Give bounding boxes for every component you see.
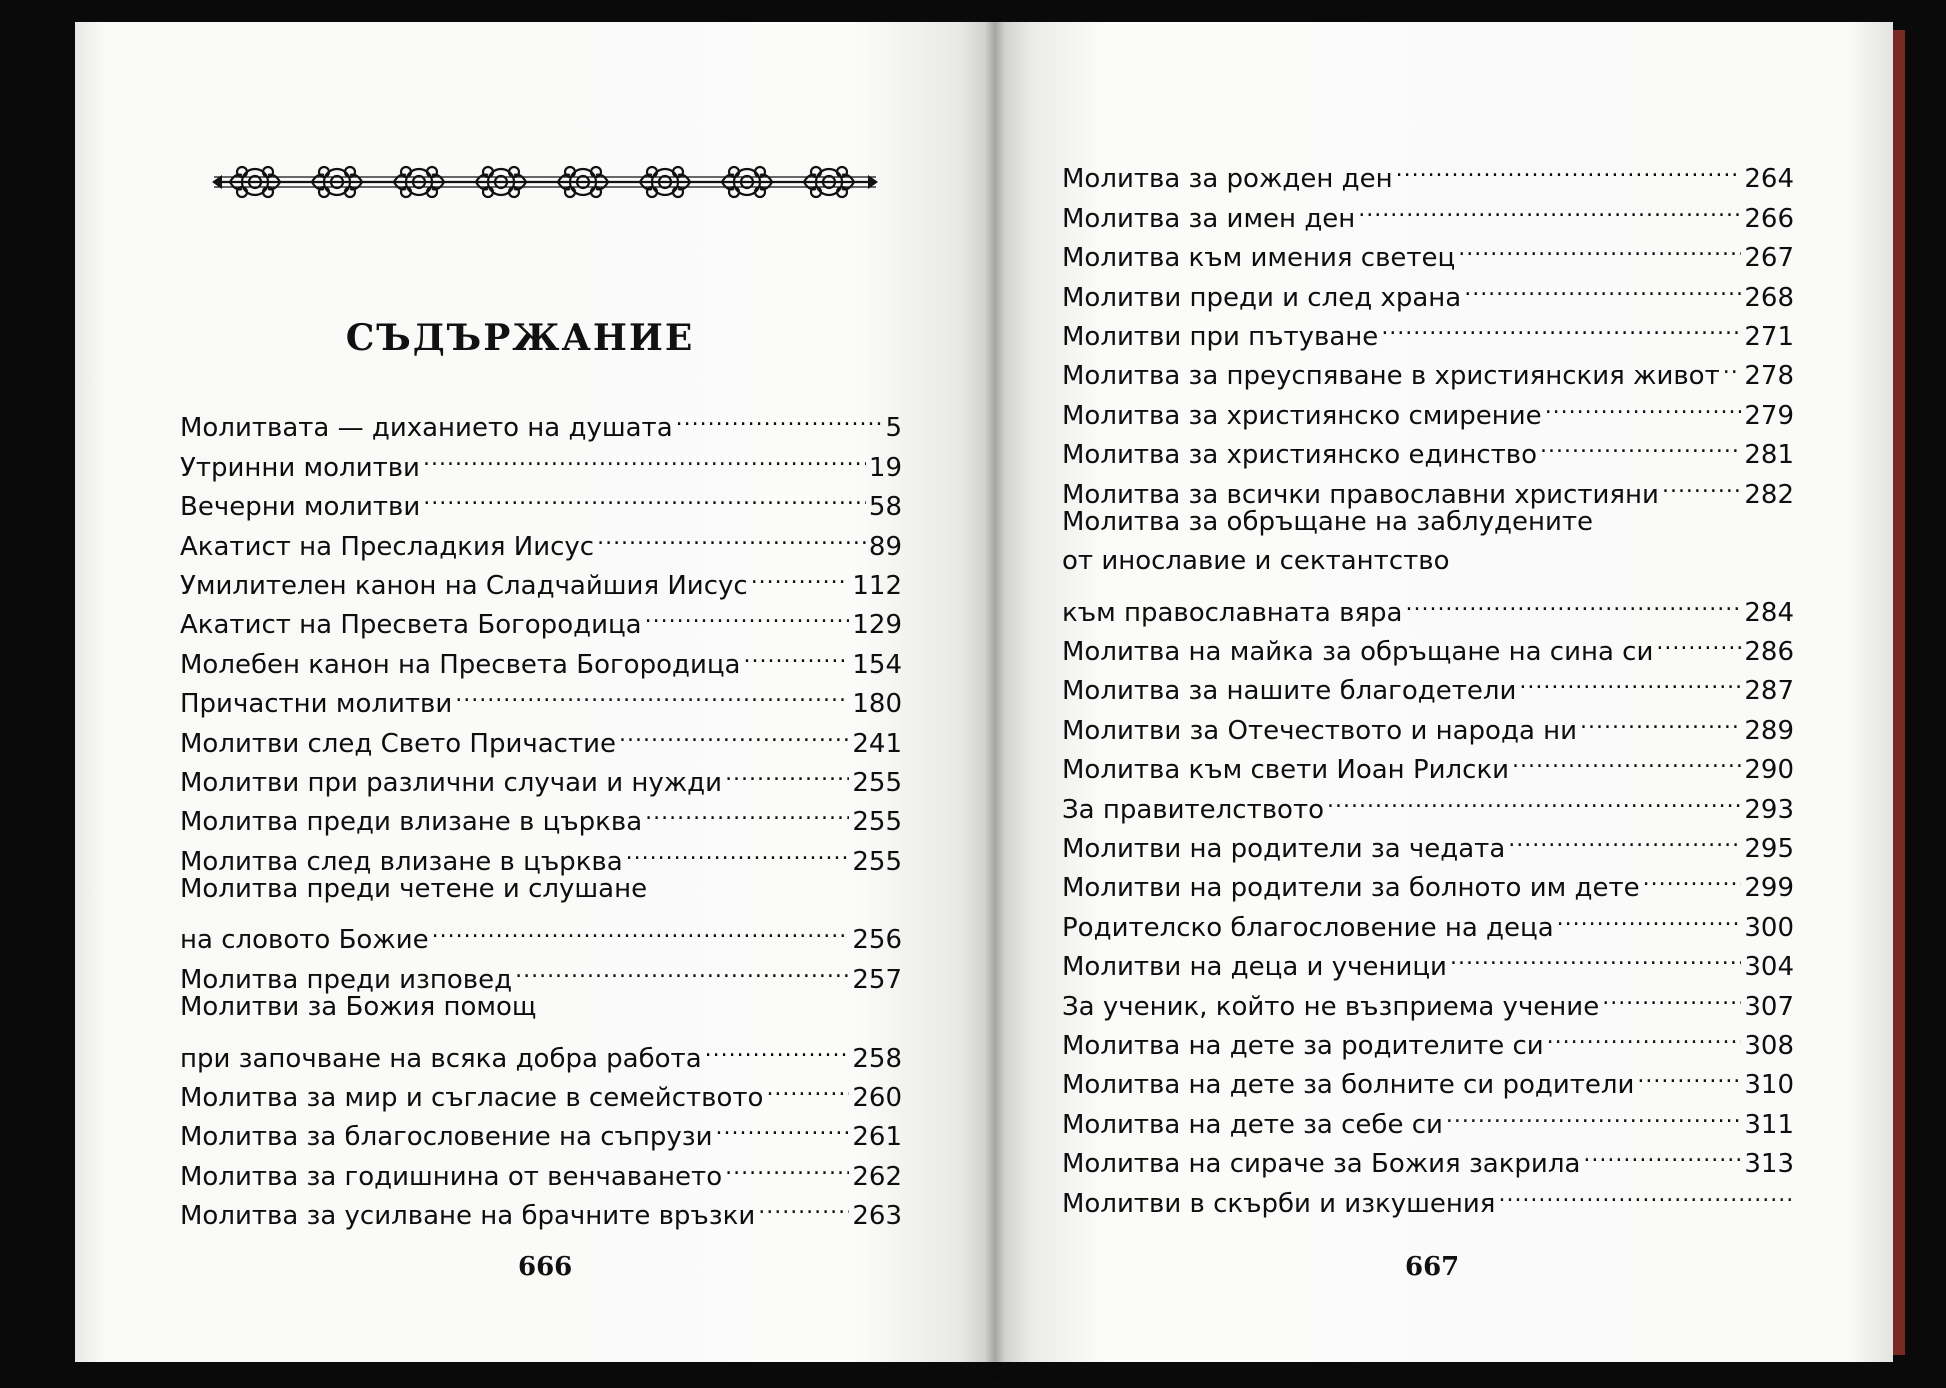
dot-leader [751, 555, 850, 594]
toc-entry-page: 290 [1744, 755, 1794, 786]
toc-entry-page: 308 [1744, 1030, 1794, 1061]
toc-entry-title: Молитва след влизане в църква [180, 846, 623, 877]
dot-leader [725, 1145, 849, 1184]
toc-entry-title: За ученик, който не възприема учение [1062, 991, 1600, 1022]
toc-entry-title: Молитва за преуспяване в християнския живот [1062, 361, 1720, 392]
toc-entry [1062, 542, 1794, 581]
book-spine-shadow [985, 10, 1005, 1380]
toc-entry-title: Молитва за християнско смирение [1062, 400, 1542, 431]
toc-entry-title: Молитва преди изповед [180, 964, 513, 995]
toc-entry-page: 310 [1744, 1070, 1794, 1101]
toc-entry-page: 266 [1744, 203, 1794, 234]
toc-entry-title: Молитва за християнско единство [1062, 440, 1538, 471]
toc-entry-title: Молитва за рожден ден [1062, 164, 1393, 195]
toc-entry-title: Молитви на родители за болното им дете [1062, 873, 1640, 904]
toc-entry-title: Молитви за Божия помощ [180, 991, 537, 1022]
dot-leader [455, 673, 849, 712]
toc-entry-title: Акатист на Пресвета Богородица [180, 610, 642, 641]
dot-leader [1458, 227, 1741, 266]
dot-leader [1450, 936, 1741, 975]
toc-entry-title: Молитва на дете за болните си родители [1062, 1070, 1635, 1101]
toc-entry [1062, 581, 1794, 628]
toc-entry-page: 257 [852, 964, 902, 995]
toc-entry-title: Молитвата — диханието на душата [180, 413, 673, 444]
toc-entry-title: Молитви преди и след храна [1062, 282, 1462, 313]
toc-entry-page: 311 [1744, 1109, 1794, 1140]
dot-leader [1396, 148, 1742, 187]
toc-entry-title: при започване на всяка добра работа [180, 1043, 702, 1074]
dot-leader [626, 830, 850, 869]
dot-leader [597, 515, 866, 554]
dot-leader [1723, 345, 1742, 384]
dot-leader [1464, 266, 1741, 305]
book-cover-edge [1893, 30, 1905, 1355]
dot-leader [1580, 699, 1741, 738]
toc-entry-page: 112 [852, 570, 902, 601]
toc-entry-page: 293 [1744, 794, 1794, 825]
toc-entry-title: Родителско благословение на деца [1062, 912, 1554, 943]
toc-entry-title: Умилителен канон на Сладчайшия Иисус [180, 570, 748, 601]
dot-leader [766, 1067, 849, 1106]
toc-entry-page: 263 [852, 1201, 902, 1232]
dot-leader [1656, 621, 1741, 660]
dot-leader [1446, 1093, 1741, 1132]
dot-leader [1327, 778, 1741, 817]
page-number-left: 666 [518, 1252, 573, 1282]
toc-entry-title: Молитви на родители за чедата [1062, 834, 1506, 865]
toc-entry [180, 1027, 902, 1074]
toc-entry-title: към православната вяра [1062, 597, 1403, 628]
toc-entry-title: Вечерни молитви [180, 492, 421, 523]
contents-heading: СЪДЪРЖАНИЕ [345, 317, 695, 359]
toc-entry [1062, 503, 1794, 542]
dot-leader [715, 1106, 849, 1145]
dot-leader [1519, 660, 1741, 699]
toc-entry-title: Молитва за мир и съгласие в семейството [180, 1083, 764, 1114]
toc-entry-title: Молитва към имения светец [1062, 243, 1456, 274]
toc-entry-title: Молитви при различни случаи и нужди [180, 767, 723, 798]
dot-leader [1547, 1015, 1742, 1054]
dot-leader [1512, 739, 1741, 778]
toc-entry-page: 268 [1744, 282, 1794, 313]
toc-entry-title: Молитви след Свето Причастие [180, 728, 617, 759]
toc-entry-page: 5 [885, 413, 902, 444]
dot-leader [744, 633, 850, 672]
dot-leader [645, 791, 849, 830]
toc-entry-page: 256 [852, 925, 902, 956]
dot-leader [1557, 896, 1742, 935]
dot-leader [1405, 581, 1741, 620]
toc-entry-page: 260 [852, 1083, 902, 1114]
toc-entry-title: Молитви на деца и ученици [1062, 952, 1447, 983]
toc-entry-title: Молитва на дете за родителите си [1062, 1030, 1544, 1061]
dot-leader [1498, 1172, 1791, 1211]
toc-entry-page: 255 [852, 846, 902, 877]
toc-entry-title: Молитви в скърби и изкушения [1062, 1188, 1496, 1219]
toc-entry-title: Причастни молитви [180, 689, 453, 720]
page-number-right: 667 [1405, 1252, 1460, 1282]
toc-entry-page: 271 [1744, 321, 1794, 352]
dot-leader [1545, 384, 1742, 423]
toc-entry-title: Молитва за всички православни християни [1062, 479, 1659, 510]
toc-entry-title: Молитви при пътуване [1062, 321, 1379, 352]
dot-leader [1602, 975, 1741, 1014]
toc-entry-title: Молитва за нашите благодетели [1062, 676, 1517, 707]
dot-leader [423, 476, 866, 515]
toc-entry-page: 278 [1744, 361, 1794, 392]
dot-leader [705, 1027, 850, 1066]
dot-leader [423, 436, 866, 475]
dot-leader [515, 948, 849, 987]
dot-leader [1381, 306, 1741, 345]
dot-leader [1583, 1133, 1741, 1172]
toc-entry-title: Молитви за Отечеството и народа ни [1062, 715, 1578, 746]
table-of-contents-right [1062, 148, 1794, 1219]
toc-entry-page: 300 [1744, 912, 1794, 943]
toc-entry-title: Молитва за годишнина от венчаването [180, 1161, 723, 1192]
dot-leader [1662, 463, 1741, 502]
toc-entry-page: 279 [1744, 400, 1794, 431]
toc-entry-title: Молитва на майка за обръщане на сина си [1062, 637, 1654, 668]
dot-leader [432, 909, 850, 948]
toc-entry-page: 313 [1744, 1149, 1794, 1180]
toc-entry-title: Молитва към свети Иоан Рилски [1062, 755, 1510, 786]
toc-entry [180, 988, 902, 1027]
dot-leader [619, 712, 849, 751]
toc-entry-title: Молитва на дете за себе си [1062, 1109, 1443, 1140]
toc-entry-page: 282 [1744, 479, 1794, 510]
toc-entry-title: Молитва преди четене и слушане [180, 873, 648, 904]
toc-entry-page: 284 [1744, 597, 1794, 628]
toc-entry-page: 287 [1744, 676, 1794, 707]
toc-entry-page: 255 [852, 767, 902, 798]
toc-entry-title: Молебен канон на Пресвета Богородица [180, 649, 741, 680]
dot-leader [1540, 424, 1741, 463]
toc-entry-title: Молитва за обръщане на заблудените [1062, 506, 1594, 537]
toc-entry-page: 281 [1744, 440, 1794, 471]
toc-entry-title: на словото Божие [180, 925, 429, 956]
toc-entry-title: Молитва за имен ден [1062, 203, 1356, 234]
toc-entry-page: 129 [852, 610, 902, 641]
toc-entry-page: 58 [868, 492, 902, 523]
dot-leader [676, 397, 883, 436]
toc-entry-page: 307 [1744, 991, 1794, 1022]
toc-entry-page: 264 [1744, 164, 1794, 195]
toc-entry-page: 304 [1744, 952, 1794, 983]
toc-entry [180, 397, 902, 444]
toc-entry-page: 255 [852, 807, 902, 838]
toc-entry-page: 241 [852, 728, 902, 759]
toc-entry [180, 870, 902, 909]
dot-leader [1358, 187, 1741, 226]
table-of-contents-left [180, 397, 902, 1232]
toc-entry-page: 261 [852, 1122, 902, 1153]
toc-entry-page: 180 [852, 689, 902, 720]
toc-entry-title: Акатист на Пресладкия Иисус [180, 531, 595, 562]
dot-leader [645, 594, 850, 633]
dot-leader [725, 752, 849, 791]
toc-entry-title: Молитва на сираче за Божия закрила [1062, 1149, 1581, 1180]
toc-entry-page: 286 [1744, 637, 1794, 668]
toc-entry-page: 299 [1744, 873, 1794, 904]
toc-entry-page: 154 [852, 649, 902, 680]
toc-entry [1062, 148, 1794, 195]
decorative-ornament-icon [210, 155, 880, 210]
toc-entry-page: 262 [852, 1161, 902, 1192]
toc-entry-page: 19 [868, 452, 902, 483]
toc-entry-title: от инославие и сектантство [1062, 545, 1450, 576]
toc-entry-page: 295 [1744, 834, 1794, 865]
toc-entry-page: 258 [852, 1043, 902, 1074]
toc-entry-title: Молитва за благословение на съпрузи [180, 1122, 713, 1153]
toc-entry-page: 289 [1744, 715, 1794, 746]
toc-entry-title: Молитва за усилване на брачните връзки [180, 1201, 756, 1232]
dot-leader [1637, 1054, 1741, 1093]
toc-entry [180, 909, 902, 956]
toc-entry-title: Молитва преди влизане в църква [180, 807, 643, 838]
toc-entry-page: 89 [868, 531, 902, 562]
dot-leader [1643, 857, 1742, 896]
toc-entry-title: Утринни молитви [180, 452, 420, 483]
dot-leader [758, 1185, 849, 1224]
toc-entry-title: За правителството [1062, 794, 1325, 825]
dot-leader [1508, 818, 1741, 857]
toc-entry-page: 267 [1744, 243, 1794, 274]
